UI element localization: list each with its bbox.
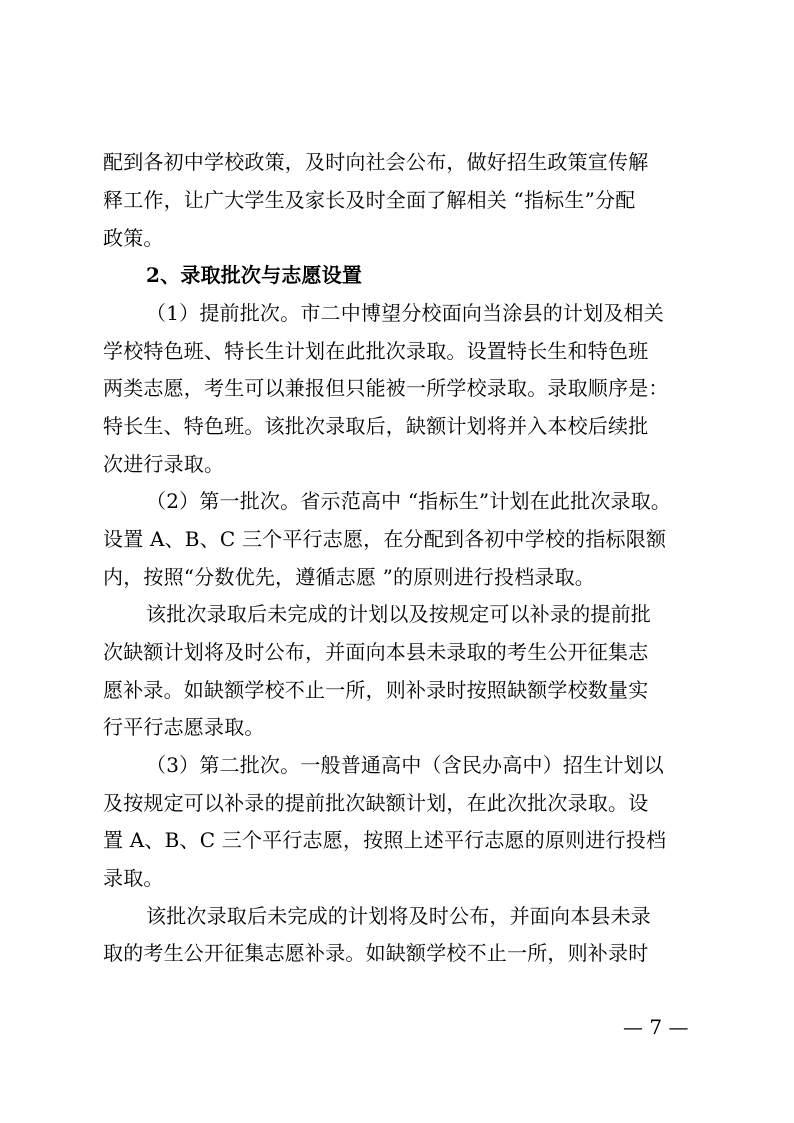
paragraph-line-6: 学校特色班、特长生计划在此批次录取。设置特长生和特色班 bbox=[103, 339, 649, 363]
paragraph-line-11: 设置 A、B、C 三个平行志愿，在分配到各初中学校的指标限额 bbox=[103, 527, 667, 551]
paragraph-line-3: 政策。 bbox=[103, 226, 164, 250]
paragraph-line-2: 释工作，让广大学生及家长及时全面了解相关 “指标生”分配 bbox=[103, 188, 636, 212]
paragraph-line-19: 置 A、B、C 三个平行志愿，按照上述平行志愿的原则进行投档 bbox=[103, 828, 667, 852]
paragraph-line-22: 取的考生公开征集志愿补录。如缺额学校不止一所，则补录时 bbox=[103, 941, 649, 965]
paragraph-line-13: 该批次录取后未完成的计划以及按规定可以补录的提前批 bbox=[146, 602, 651, 626]
paragraph-line-14: 次缺额计划将及时公布，并面向本县未录取的考生公开征集志 bbox=[103, 640, 649, 664]
paragraph-line-17: （3）第二批次。一般普通高中（含民办高中）招生计划以 bbox=[146, 753, 664, 777]
paragraph-line-10: （2）第一批次。省示范高中 “指标生”计划在此批次录取。 bbox=[146, 489, 672, 513]
paragraph-line-20: 录取。 bbox=[103, 866, 164, 890]
paragraph-line-15: 愿补录。如缺额学校不止一所，则补录时按照缺额学校数量实 bbox=[103, 678, 649, 702]
paragraph-line-7: 两类志愿，考生可以兼报但只能被一所学校录取。录取顺序是： bbox=[103, 376, 669, 400]
paragraph-line-5: （1）提前批次。市二中博望分校面向当涂县的计划及相关 bbox=[146, 301, 664, 325]
page-number: — 7 — bbox=[623, 1015, 689, 1039]
paragraph-line-9: 次进行录取。 bbox=[103, 452, 225, 476]
paragraph-line-16: 行平行志愿录取。 bbox=[103, 715, 265, 739]
section-heading: 2、录取批次与志愿设置 bbox=[146, 263, 363, 287]
paragraph-line-8: 特长生、特色班。该批次录取后，缺额计划将并入本校后续批 bbox=[103, 414, 649, 438]
paragraph-line-12: 内，按照“分数优先，遵循志愿 ”的原则进行投档录取。 bbox=[103, 565, 596, 589]
paragraph-line-1: 配到各初中学校政策，及时向社会公布，做好招生政策宣传解 bbox=[103, 150, 649, 174]
paragraph-line-21: 该批次录取后未完成的计划将及时公布，并面向本县未录 bbox=[146, 904, 651, 928]
paragraph-line-18: 及按规定可以补录的提前批次缺额计划，在此次批次录取。设 bbox=[103, 791, 649, 815]
